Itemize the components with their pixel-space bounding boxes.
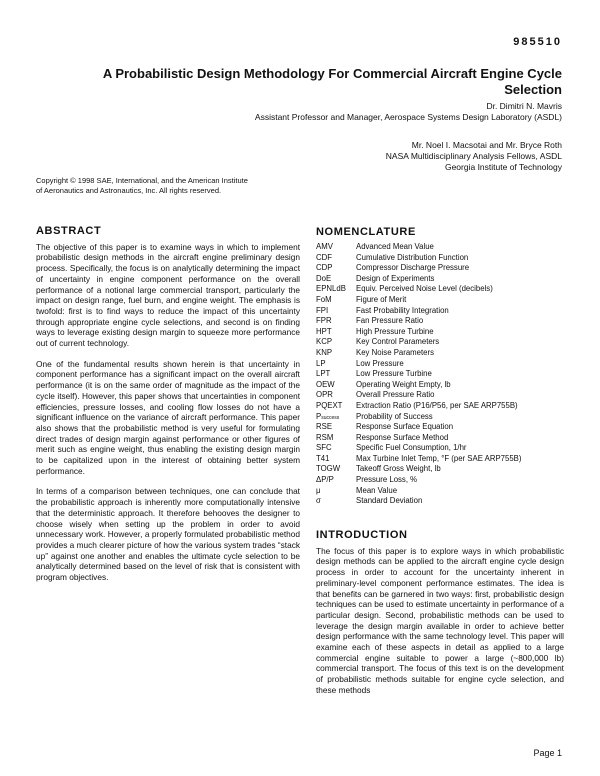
nomenclature-abbr: [316, 454, 356, 465]
nomenclature-definition: Takeoff Gross Weight, lb: [356, 464, 441, 474]
nomenclature-abbr-text: OEW: [316, 379, 335, 389]
author-2-line-3: Georgia Institute of Technology: [444, 162, 562, 172]
nomenclature-row: [316, 284, 576, 295]
nomenclature-row: [316, 380, 576, 391]
author-block-2: [386, 140, 562, 173]
copyright-line-1: Copyright © 1998 SAE, International, and the American Institute: [36, 176, 248, 185]
nomenclature-row: [316, 454, 576, 465]
nomenclature-definition: Key Control Parameters: [356, 337, 440, 347]
nomenclature-definition: Low Pressure: [356, 358, 404, 368]
nomenclature-row: [316, 422, 576, 433]
nomenclature-row: [316, 316, 576, 327]
nomenclature-abbr: [316, 422, 356, 433]
nomenclature-definition: Max Turbine Inlet Temp, °F (per SAE ARP755B): [356, 453, 522, 463]
nomenclature-row: [316, 443, 576, 454]
nomenclature-abbr: [316, 242, 356, 253]
nomenclature-abbr: [316, 475, 356, 486]
nomenclature-abbr-text: EPNLdB: [316, 284, 346, 294]
nomenclature-definition: Equiv. Perceived Noise Level (decibels): [356, 284, 493, 294]
nomenclature-abbr-subscript: success: [321, 414, 340, 421]
nomenclature-definition: Overall Pressure Ratio: [356, 390, 435, 400]
nomenclature-abbr: [316, 380, 356, 391]
nomenclature-definition: Probability of Success: [356, 411, 433, 421]
nomenclature-definition: Cumulative Distribution Function: [356, 252, 469, 262]
title-line-1: A Probabilistic Design Methodology For Commercial Aircraft Engine Cycle: [102, 66, 562, 81]
nomenclature-row: [316, 369, 576, 380]
nomenclature-abbr: [316, 295, 356, 306]
nomenclature-abbr-text: T41: [316, 453, 330, 463]
copyright-notice: [36, 176, 304, 196]
paper-title: [40, 66, 562, 98]
nomenclature-abbr-text: ΔP/P: [316, 475, 334, 485]
nomenclature-definition: Extraction Ratio (P16/P56, per SAE ARP755B): [356, 400, 518, 410]
nomenclature-row: [316, 348, 576, 359]
nomenclature-abbr: [316, 464, 356, 475]
nomenclature-row: [316, 401, 576, 412]
introduction-section: [316, 530, 564, 706]
nomenclature-abbr-text: PQEXT: [316, 400, 343, 410]
abstract-paragraph-2: One of the fundamental results shown herein is that uncertainty in component performance has a significant impact on the overall aircraft performance (it is on the same order of magnitude as the impact of the cycle itself). However, this paper shows that uncertainties in component efficiencies, pressure losses, and cooling flow losses do not have a significant influence on the variance of aircraft performance. This paper also shows that the probabilistic method is very useful for formulating direct trades of design margin against performance or other figures of merit such as engine weight, thus enabling the existing design margin to be capitalized upon in the interest of obtaining better system performance.: [36, 358, 300, 476]
nomenclature-abbr-text: HPT: [316, 326, 332, 336]
abstract-heading: ABSTRACT: [36, 225, 102, 237]
nomenclature-abbr: [316, 284, 356, 295]
page-number: Page 1: [533, 748, 562, 758]
nomenclature-row: [316, 253, 576, 264]
nomenclature-abbr-text: SFC: [316, 443, 332, 453]
nomenclature-abbr: [316, 433, 356, 444]
nomenclature-abbr-text: KCP: [316, 337, 333, 347]
abstract-paragraph-3: In terms of a comparison between techniques, one can conclude that the probabilistic approach is inherently more computationally intensive that the deterministic approach. It therefore behooves the designer to choose wisely when setting up the problem in order to avoid unnecessary work. However, a properly formulated probabilistic method provides a much clearer picture of how the various system trades “stack up” against one another and enables the ultimate cycle selection to be analytically determined based on the level of risk that is consistent with program objectives.: [36, 486, 300, 583]
nomenclature-abbr-text: FPI: [316, 305, 329, 315]
nomenclature-abbr-text: DoE: [316, 273, 332, 283]
nomenclature-abbr-text: LPT: [316, 369, 331, 379]
author-1-name: Dr. Dimitri N. Mavris: [486, 101, 562, 111]
nomenclature-abbr-text: FoM: [316, 294, 332, 304]
nomenclature-abbr-text: CDF: [316, 252, 333, 262]
nomenclature-definition: Low Pressure Turbine: [356, 369, 432, 379]
nomenclature-definition: Key Noise Parameters: [356, 347, 434, 357]
nomenclature-abbr: [316, 401, 356, 412]
nomenclature-heading: NOMENCLATURE: [316, 226, 416, 238]
nomenclature-row: [316, 390, 576, 401]
nomenclature-abbr: [316, 359, 356, 370]
abstract-paragraph-1: The objective of this paper is to examine ways in which to implement probabilistic design methods in the aircraft engine preliminary design process. Specifically, the focus is on analytically determining the impact of uncertainty in engine component performance on the overall performance of a notional large commercial transport, particularly the impact on design range, fuel burn, and engine weight. The emphasis is twofold: first is to find ways to reduce the impact of this uncertainty through appropriate engine cycle selections, and second is on finding ways to leverage existing design margin to squeeze more performance out of current technology.: [36, 241, 300, 349]
nomenclature-abbr-text: OPR: [316, 390, 333, 400]
author-block-1: [255, 101, 562, 123]
nomenclature-row: [316, 475, 576, 486]
nomenclature-abbr: [316, 369, 356, 380]
nomenclature-definition: Advanced Mean Value: [356, 242, 434, 251]
nomenclature-abbr: [316, 486, 356, 497]
nomenclature-abbr-text: CDP: [316, 263, 333, 273]
nomenclature-row: [316, 433, 576, 444]
nomenclature-row: [316, 337, 576, 348]
nomenclature-row: [316, 263, 576, 274]
nomenclature-definition: Compressor Discharge Pressure: [356, 263, 470, 273]
nomenclature-definition: High Pressure Turbine: [356, 326, 434, 336]
nomenclature-definition: Pressure Loss, %: [356, 475, 418, 485]
nomenclature-definition: Mean Value: [356, 485, 398, 495]
nomenclature-definition: Operating Weight Empty, lb: [356, 379, 451, 389]
nomenclature-abbr-text: RSE: [316, 422, 333, 432]
author-2-line-2: NASA Multidisciplinary Analysis Fellows, ASDL: [385, 151, 562, 161]
nomenclature-definition: Figure of Merit: [356, 294, 407, 304]
nomenclature-abbr-text: P: [316, 411, 322, 421]
nomenclature-row: [316, 496, 576, 507]
copyright-line-2: of Aeronautics and Astronautics, Inc. All rights reserved.: [36, 186, 222, 195]
nomenclature-abbr-text: AMV: [316, 242, 333, 251]
author-2-name: Mr. Noel I. Macsotai and Mr. Bryce Roth: [411, 140, 562, 150]
nomenclature-row: [316, 464, 576, 475]
nomenclature-abbr: [316, 327, 356, 338]
author-1-affiliation: Assistant Professor and Manager, Aerospace Systems Design Laboratory (ASDL): [254, 112, 562, 122]
nomenclature-definition: Response Surface Equation: [356, 422, 454, 432]
nomenclature-abbr: [316, 253, 356, 264]
nomenclature-row: [316, 412, 576, 423]
nomenclature-section: [316, 226, 576, 507]
nomenclature-row: [316, 359, 576, 370]
abstract-section: [36, 226, 300, 593]
nomenclature-row: [316, 486, 576, 497]
nomenclature-definition: Design of Experiments: [356, 273, 435, 283]
nomenclature-row: [316, 295, 576, 306]
nomenclature-definition: Fast Probability Integration: [356, 305, 449, 315]
nomenclature-abbr: [316, 496, 356, 507]
nomenclature-definition: Specific Fuel Consumption, 1/hr: [356, 443, 467, 453]
introduction-paragraph-1: The focus of this paper is to explore ways in which probabilistic design methods can be applied to the aircraft engine cycle design process in order to account for the uncertainty inherent in preliminary-level component performance estimates. The idea is that benefits can be garnered in two ways: first, probabilistic design techniques can be used to estimate uncertainty in performance of a particular design. Second, probabilistic methods can be used to leverage the design margin available in order to achieve better design performance with the same technology level. This paper will examine each of these aspects in detail as applied to a large commercial engine suitable to power a large (~800,000 lb) commercial transport. The focus of this text is on the development of probabilistic methods suitable for engine cycle selection, and these methods: [316, 545, 564, 695]
nomenclature-row: [316, 274, 576, 285]
title-line-2: Selection: [504, 82, 562, 97]
nomenclature-row: [316, 306, 576, 317]
nomenclature-abbr-text: σ: [316, 496, 321, 506]
nomenclature-abbr: [316, 348, 356, 359]
paper-number: 985510: [513, 36, 562, 48]
nomenclature-abbr: [316, 390, 356, 401]
nomenclature-row: [316, 242, 576, 253]
nomenclature-abbr-text: FPR: [316, 316, 332, 326]
nomenclature-abbr: [316, 316, 356, 327]
nomenclature-abbr-text: LP: [316, 358, 326, 368]
nomenclature-abbr-text: KNP: [316, 347, 333, 357]
nomenclature-list: [316, 242, 576, 507]
nomenclature-abbr-text: RSM: [316, 432, 334, 442]
nomenclature-definition: Response Surface Method: [356, 432, 449, 442]
nomenclature-abbr: [316, 337, 356, 348]
nomenclature-abbr-text: TOGW: [316, 464, 341, 474]
introduction-heading: INTRODUCTION: [316, 529, 408, 541]
nomenclature-abbr: [316, 306, 356, 317]
nomenclature-definition: Fan Pressure Ratio: [356, 316, 424, 326]
nomenclature-definition: Standard Deviation: [356, 496, 423, 506]
nomenclature-abbr: [316, 274, 356, 285]
nomenclature-abbr: [316, 263, 356, 274]
nomenclature-row: [316, 327, 576, 338]
nomenclature-abbr: [316, 443, 356, 454]
nomenclature-abbr-text: μ: [316, 485, 321, 495]
